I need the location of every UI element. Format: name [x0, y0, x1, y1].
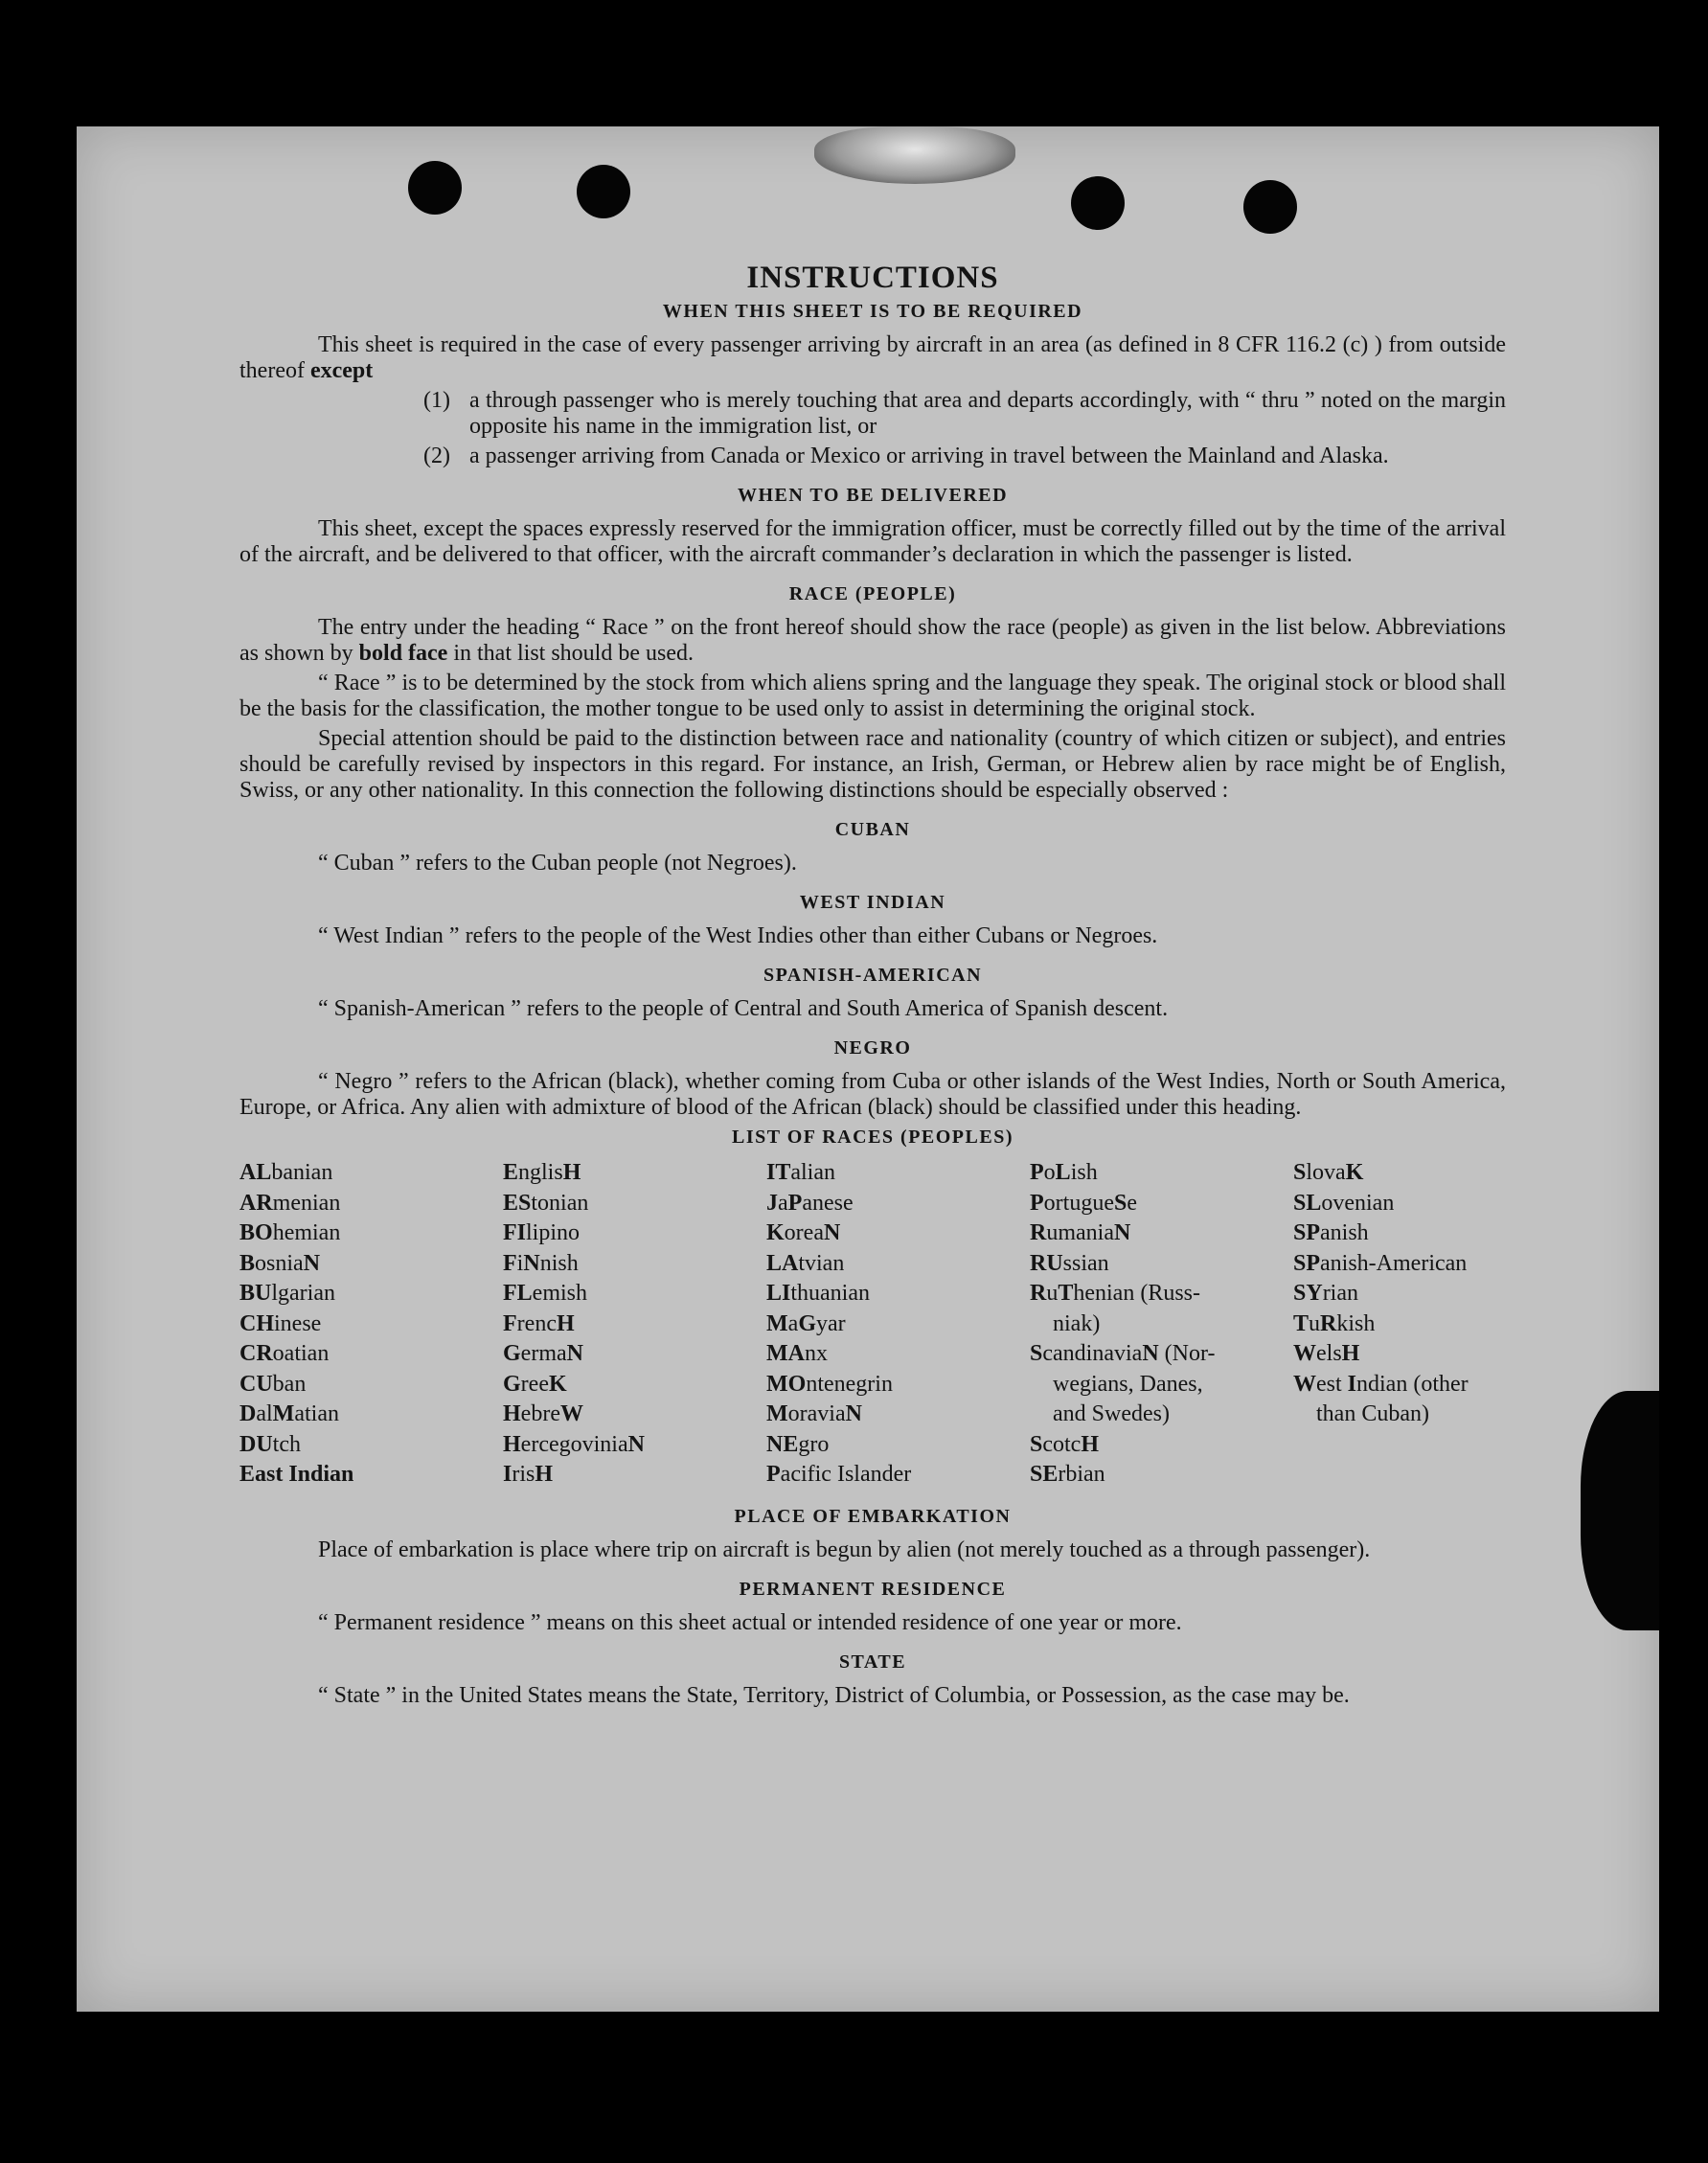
race-entry: SPanish-American	[1293, 1250, 1468, 1276]
race-entry: SYrian	[1293, 1281, 1358, 1306]
race-entry: ITalian	[766, 1160, 835, 1185]
race-entry: and Swedes)	[1053, 1401, 1170, 1426]
paragraph: Place of embarkation is place where trip on aircraft is begun by alien (not merely touched as a through passenger).	[318, 1537, 1371, 1562]
section-heading: NEGRO	[833, 1037, 912, 1059]
race-entry: CRoatian	[239, 1341, 330, 1366]
race-entry: MOntenegrin	[766, 1371, 893, 1397]
race-entry: BOhemian	[239, 1220, 341, 1245]
race-entry: RuThenian (Russ-	[1030, 1281, 1201, 1306]
race-entry: EStonian	[503, 1190, 589, 1216]
race-entry: TuRkish	[1293, 1310, 1376, 1336]
section-heading: RACE (PEOPLE)	[788, 583, 957, 604]
race-entry: Pacific Islander	[766, 1462, 912, 1487]
paragraph: “ Cuban ” refers to the Cuban people (not Negroes).	[318, 851, 797, 876]
race-entry: MaGyar	[766, 1310, 846, 1336]
race-entry: IrisH	[503, 1462, 554, 1487]
race-entry: BUlgarian	[239, 1281, 335, 1306]
race-column	[239, 1158, 503, 1491]
race-entry: GermaN	[503, 1341, 583, 1366]
tape-fragment	[814, 126, 1015, 184]
race-entry: MAnx	[766, 1341, 828, 1366]
race-entry: FiNnish	[503, 1250, 579, 1276]
race-entry: GreeK	[503, 1371, 567, 1397]
section-heading: CUBAN	[834, 819, 911, 840]
race-entry: East Indian	[239, 1462, 354, 1487]
section-heading: WEST INDIAN	[799, 892, 946, 913]
race-entry: LAtvian	[766, 1250, 845, 1276]
race-entry: FLemish	[503, 1281, 587, 1306]
race-entry: HebreW	[503, 1401, 583, 1426]
races-list	[239, 1158, 1506, 1491]
race-entry: JaPanese	[766, 1190, 854, 1216]
race-entry: SLovenian	[1293, 1190, 1395, 1216]
race-entry: WelsH	[1293, 1341, 1360, 1366]
section-heading: PERMANENT RESIDENCE	[739, 1578, 1007, 1600]
race-entry: LIthuanian	[766, 1281, 870, 1306]
page-title: INSTRUCTIONS	[746, 261, 999, 295]
punch-hole	[408, 161, 462, 215]
document-sheet	[77, 126, 1659, 2012]
race-entry: SPanish	[1293, 1220, 1369, 1245]
punch-hole	[577, 165, 630, 218]
race-entry: FIlipino	[503, 1220, 581, 1245]
section-heading: WHEN TO BE DELIVERED	[737, 485, 1009, 506]
race-entry: CHinese	[239, 1310, 322, 1336]
section-heading: WHEN THIS SHEET IS TO BE REQUIRED	[662, 301, 1083, 322]
section-heading: STATE	[838, 1651, 907, 1673]
paragraph: “ West Indian ” refers to the people of the West Indies other than either Cubans or Negroes.	[318, 923, 1158, 948]
race-entry: DalMatian	[239, 1401, 339, 1426]
punch-hole	[1243, 180, 1297, 234]
paragraph: Special attention should be paid to the distinction between race and nationality (country of which citizen or subject), and entries should be carefully revised by inspectors in this regard. For instance, an Irish, German, or Hebrew alien by race might be of English, Swiss, or any other nationality. In this connection the following distinctions should be especially observed :	[239, 726, 1506, 803]
race-column	[1293, 1158, 1514, 1491]
race-entry: PoLish	[1030, 1160, 1098, 1185]
race-entry: SErbian	[1030, 1462, 1105, 1487]
race-entry: ScandinaviaN (Nor-	[1030, 1341, 1216, 1366]
race-column	[503, 1158, 766, 1491]
race-entry: FrencH	[503, 1310, 575, 1336]
race-entry: SlovaK	[1293, 1160, 1364, 1185]
race-entry: wegians, Danes,	[1053, 1371, 1203, 1397]
race-entry: NEgro	[766, 1431, 830, 1457]
punch-hole	[1071, 176, 1125, 230]
race-entry: ScotcH	[1030, 1431, 1100, 1457]
section-heading: PLACE OF EMBARKATION	[734, 1505, 1012, 1527]
paragraph: “ Spanish-American ” refers to the people of Central and South America of Spanish descent.	[318, 996, 1169, 1021]
race-column	[1030, 1158, 1293, 1491]
race-entry: CUban	[239, 1371, 307, 1397]
race-entry: West Indian (other	[1293, 1371, 1469, 1397]
race-column	[766, 1158, 1030, 1491]
race-entry: EnglisH	[503, 1160, 581, 1185]
list-item: (2) a passenger arriving from Canada or Mexico or arriving in travel between the Mainland and Alaska.	[423, 444, 1389, 468]
race-entry: MoraviaN	[766, 1401, 862, 1426]
race-entry: than Cuban)	[1316, 1401, 1429, 1426]
race-entry: PortugueSe	[1030, 1190, 1137, 1216]
race-entry: ALbanian	[239, 1160, 333, 1185]
race-entry: DUtch	[239, 1431, 301, 1457]
paragraph: The entry under the heading “ Race ” on the front hereof should show the race (people) as given in the list below. Abbreviations as shown by bold face in that list should be used.	[239, 615, 1506, 666]
section-heading: LIST OF RACES (PEOPLES)	[731, 1127, 1013, 1148]
paragraph: “ Race ” is to be determined by the stock from which aliens spring and the language they speak. The original stock or blood shall be the basis for the classification, the mother tongue to be used only to assist in determining the original stock.	[239, 671, 1506, 721]
paragraph: This sheet is required in the case of every passenger arriving by aircraft in an area (as defined in 8 CFR 116.2 (c) ) from outside thereof except	[239, 332, 1506, 383]
paragraph: “ Negro ” refers to the African (black), whether coming from Cuba or other islands of the West Indies, North or South America, Europe, or Africa. Any alien with admixture of blood of the African (black) should be classified under this heading.	[239, 1069, 1506, 1120]
paragraph: “ Permanent residence ” means on this sheet actual or intended residence of one year or more.	[318, 1609, 1182, 1635]
section-heading: SPANISH-AMERICAN	[763, 965, 983, 986]
race-entry: ARmenian	[239, 1190, 341, 1216]
race-entry: RUssian	[1030, 1250, 1109, 1276]
list-item: (1) a through passenger who is merely touching that area and departs accordingly, with “ thru ” noted on the margin opposite his name in the immigration list, or	[423, 388, 1506, 439]
race-entry: HercegoviniaN	[503, 1431, 645, 1457]
paragraph: This sheet, except the spaces expressly reserved for the immigration officer, must be correctly filled out by the time of the arrival of the aircraft, and be delivered to that officer, with the aircraft commander’s declaration in which the passenger is listed.	[239, 516, 1506, 567]
race-entry: niak)	[1053, 1310, 1101, 1336]
instructions-body	[239, 259, 1506, 1713]
race-entry: RumaniaN	[1030, 1220, 1131, 1245]
torn-edge	[1581, 1391, 1659, 1630]
race-entry: KoreaN	[766, 1220, 841, 1245]
paragraph: “ State ” in the United States means the State, Territory, District of Columbia, or Possession, as the case may be.	[318, 1682, 1350, 1708]
race-entry: BosniaN	[239, 1250, 321, 1276]
